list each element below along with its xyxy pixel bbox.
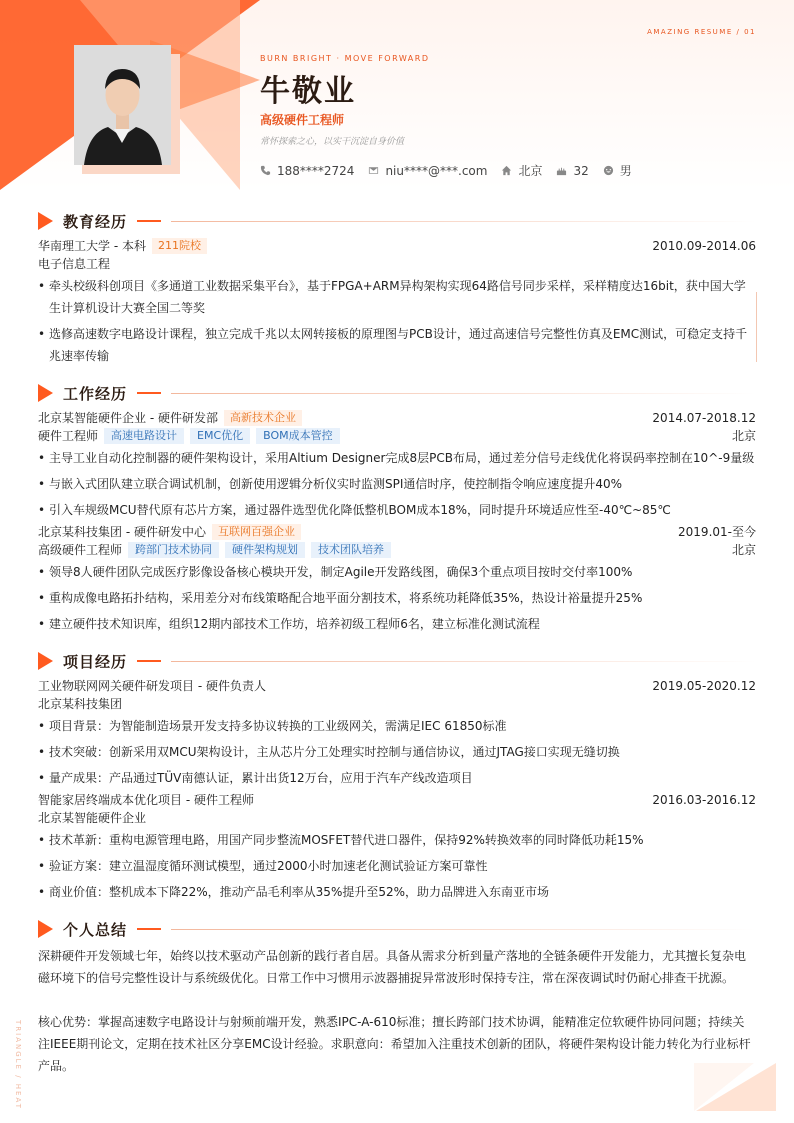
job-entry: [38, 523, 756, 635]
contact-list: [260, 162, 632, 179]
job-title: 高级硬件工程师: [260, 113, 345, 127]
skill-tag: 高速电路设计: [104, 428, 184, 444]
age-text: 32: [573, 163, 589, 178]
contact-email: [368, 164, 487, 178]
skill-tag: 技术团队培养: [311, 542, 391, 558]
triangle-icon: [38, 212, 53, 230]
contact-city: [501, 162, 542, 179]
company-name: 北京某智能硬件企业 - 硬件研发部: [38, 411, 218, 425]
motto: 常怀探索之心，以实干沉淀自身价值: [260, 137, 405, 147]
work-section: [38, 383, 756, 639]
section-title: 项目经历: [63, 652, 128, 671]
section-header: [38, 383, 756, 403]
summary-paragraph: 深耕硬件开发领域七年，始终以技术驱动产品创新的践行者自居。具备从需求分析到量产落地的全链条硬件开发能力，尤其擅长复杂电磁环境下的信号完整性设计与系统级优化。日常工作中习惯用示波器捕捉异常波形时保持专注，常在深夜调试时仍耐心排查干扰源。: [38, 949, 747, 985]
section-dash: [137, 660, 161, 662]
skill-tag: BOM成本管控: [256, 428, 340, 444]
gender-text: 男: [619, 164, 632, 178]
phone-text: 188****2724: [277, 163, 355, 178]
skill-tag: 硬件架构规划: [225, 542, 305, 558]
list-item: • 与嵌入式团队建立联合调试机制，创新使用逻辑分析仪实时监测SPI通信时序，使控制指令响应速度提升40%: [38, 473, 756, 495]
contact-phone: [260, 164, 354, 178]
project-org: 北京某智能硬件企业: [38, 811, 147, 825]
job-date: 2014.07-2018.12: [652, 411, 756, 425]
summary-section: [38, 919, 756, 1077]
home-icon: [501, 165, 512, 176]
section-divider: [171, 661, 756, 662]
section-header: [38, 651, 756, 671]
education-row: [38, 237, 756, 255]
smiley-icon: [603, 165, 614, 176]
project-name: 智能家居终端成本优化项目 - 硬件工程师: [38, 793, 254, 807]
list-item: • 主导工业自动化控制器的硬件架构设计，采用Altium Designer完成8层PCB布局，通过差分信号走线优化将误码率控制在10^-9量级: [38, 447, 756, 469]
contact-gender: [603, 162, 632, 179]
avatar: [74, 45, 171, 165]
job-location: 北京: [731, 429, 756, 443]
contact-age: [556, 164, 588, 178]
job-role: 硬件工程师: [38, 429, 99, 443]
list-item: • 技术革新：重构电源管理电路，用国产同步整流MOSFET替代进口器件，保持92%转换效率的同时降低功耗15%: [38, 829, 756, 851]
city-text: 北京: [518, 164, 543, 178]
job-role: 高级硬件工程师: [38, 543, 123, 557]
candidate-name: 牛敬业: [260, 74, 356, 109]
section-dash: [137, 392, 161, 394]
skill-tag: 跨部门技术协同: [128, 542, 219, 558]
triangle-icon: [38, 920, 53, 938]
list-item: • 验证方案：建立温湿度循环测试模型，通过2000小时加速老化测试验证方案可靠性: [38, 855, 756, 877]
triangle-icon: [38, 652, 53, 670]
project-org: 北京某科技集团: [38, 697, 123, 711]
project-entry: [38, 677, 756, 789]
education-date: 2010.09-2014.06: [652, 239, 756, 253]
section-title: 工作经历: [63, 384, 128, 403]
list-item: • 技术突破：创新采用双MCU架构设计，主从芯片分工处理实时控制与通信协议，通过JTAG接口实现无缝切换: [38, 741, 756, 763]
school-badge: 211院校: [152, 238, 207, 254]
list-item: • 商业价值：整机成本下降22%，推动产品毛利率从35%提升至52%，助力品牌进入东南亚市场: [38, 881, 756, 903]
summary-paragraph: 核心优势：掌握高速数字电路设计与射频前端开发，熟悉IPC-A-610标准；擅长跨部门技术协调，能精准定位软硬件协同问题；持续关注IEEE期刊论文，定期在技术社区分享EMC设计经验。求职意向：希望加入注重技术创新的团队，将硬件架构设计能力转化为行业标杆产品。: [38, 1015, 751, 1073]
slogan: BURN BRIGHT · MOVE FORWARD: [260, 54, 430, 63]
list-item: • 建立硬件技术知识库，组织12期内部技术工作坊，培养初级工程师6名，建立标准化测试流程: [38, 613, 756, 635]
project-name: 工业物联网网关硬件研发项目 - 硬件负责人: [38, 679, 266, 693]
job-entry: [38, 409, 756, 521]
company-name: 北京某科技集团 - 硬件研发中心: [38, 525, 206, 539]
list-item: • 项目背景：为智能制造场景开发支持多协议转换的工业级网关，需满足IEC 61850标准: [38, 715, 756, 737]
list-item: • 量产成果：产品通过TÜV南德认证，累计出货12万台，应用于汽车产线改造项目: [38, 767, 756, 789]
section-divider: [171, 221, 756, 222]
decor-triangle: [696, 1063, 776, 1111]
project-entry: [38, 791, 756, 903]
job-location: 北京: [731, 543, 756, 557]
list-item: • 选修高速数字电路设计课程，独立完成千兆以太网转接板的原理图与PCB设计，通过高速信号完整性仿真及EMC测试，可稳定支持千兆速率传输: [38, 323, 756, 367]
education-bullets: [38, 275, 756, 367]
company-badge: 高新技术企业: [224, 410, 302, 426]
projects-section: [38, 651, 756, 907]
section-header: [38, 919, 756, 939]
education-section: [38, 211, 756, 371]
mail-icon: [368, 165, 379, 176]
job-date: 2019.01-至今: [678, 525, 756, 539]
list-item: • 领导8人硬件团队完成医疗影像设备核心模块开发，制定Agile开发路线图，确保3个重点项目按时交付率100%: [38, 561, 756, 583]
section-header: [38, 211, 756, 231]
project-date: 2016.03-2016.12: [652, 793, 756, 807]
school-name: 华南理工大学 - 本科: [38, 239, 146, 253]
cake-icon: [556, 165, 567, 176]
project-date: 2019.05-2020.12: [652, 679, 756, 693]
list-item: • 引入车规级MCU替代原有芯片方案，通过器件选型优化降低整机BOM成本18%，同时提升环境适应性至-40℃~85℃: [38, 499, 756, 521]
section-title: 个人总结: [63, 920, 128, 939]
phone-icon: [260, 165, 271, 176]
section-dash: [137, 220, 161, 222]
list-item: • 牵头校级科创项目《多通道工业数据采集平台》，基于FPGA+ARM异构架构实现64路信号同步采样，采样精度达16bit，获中国大学生计算机设计大赛全国二等奖: [38, 275, 756, 319]
section-dash: [137, 928, 161, 930]
major: 电子信息工程: [38, 257, 111, 271]
company-badge: 互联网百强企业: [212, 524, 301, 540]
section-divider: [171, 393, 756, 394]
list-item: • 重构成像电路拓扑结构，采用差分对布线策略配合地平面分割技术，将系统功耗降低35%，热设计裕量提升25%: [38, 587, 756, 609]
side-text: TRIANGLE / HEAT: [14, 1020, 22, 1110]
top-tag: AMAZING RESUME / 01: [647, 28, 756, 36]
decor-bar: [756, 292, 757, 362]
section-title: 教育经历: [63, 212, 128, 231]
email-text: niu****@***.com: [385, 163, 488, 178]
section-divider: [171, 929, 756, 930]
triangle-icon: [38, 384, 53, 402]
skill-tag: EMC优化: [190, 428, 250, 444]
